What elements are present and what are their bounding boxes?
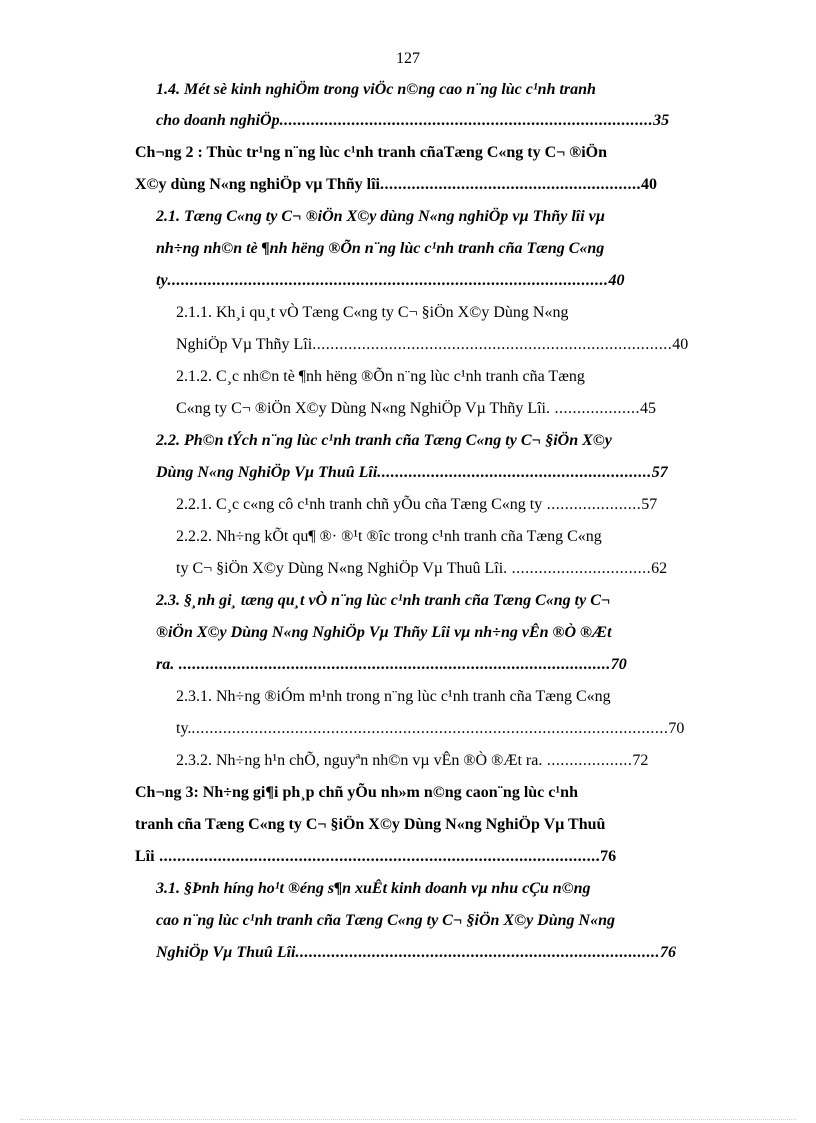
toc-entry-text: 2.3.2. Nh÷ng h¹n chÕ, nguyªn nh©n vµ vÊn ®Ò ®Æt ra. [176, 752, 543, 769]
toc-entry-text: nh÷ng nh©n tè ¶nh hëng ®Õn n¨ng lùc c¹nh tranh cña Tæng C«ng [156, 240, 605, 257]
toc-line [135, 138, 607, 168]
toc-line [156, 106, 669, 136]
toc-entry-text: Ch¬ng 3: Nh÷ng gi¶i ph¸p chñ yÕu nh»m n©ng caon¨ng lùc c¹nh [135, 784, 578, 801]
page-number: 127 [396, 50, 420, 67]
toc-entry-text: C«ng ty C¬ ®iÖn X©y Dùng N«ng NghiÖp Vµ Thñy Lîi. [176, 400, 550, 417]
toc-entry-text: 2.1. Tæng C«ng ty C¬ ®iÖn X©y dùng N«ng nghiÖp vµ Thñy lîi vµ [156, 208, 605, 225]
toc-entry-text: X©y dùng N«ng nghiÖp vµ Thñy lîi [135, 176, 380, 193]
toc-line [176, 682, 611, 712]
toc-entry-text: cho doanh nghiÖp [156, 112, 280, 129]
toc-entry-text: ra. [156, 656, 175, 673]
toc-line [156, 266, 625, 296]
toc-entry-text: NghiÖp Vµ Thuû Lîi [156, 944, 296, 961]
toc-leader-dots: ................................................................................ [312, 336, 673, 353]
toc-page-number: 62 [651, 560, 668, 577]
toc-line [176, 362, 585, 392]
toc-leader-dots: .......................................................................................................... [191, 720, 669, 737]
toc-entry-text: Lîi [135, 848, 155, 865]
toc-entry-text: 2.2.2. Nh÷ng kÕt qu¶ ®· ®¹t ®îc trong c¹nh tranh cña Tæng C«ng [176, 528, 602, 545]
toc-line [176, 746, 648, 776]
toc-line [135, 170, 657, 200]
toc-line [176, 394, 656, 424]
toc-leader-dots: ................................................................................... [279, 112, 654, 129]
toc-entry-text: 2.2.1. C¸c c«ng cô c¹nh tranh chñ yÕu cña Tæng C«ng ty [176, 496, 543, 513]
toc-entry-text: 2.2. Ph©n tÝch n¨ng lùc c¹nh tranh cña Tæng C«ng ty C¬ §iÖn X©y [156, 432, 612, 449]
toc-line [156, 75, 596, 105]
toc-page-number: 57 [651, 464, 668, 481]
toc-line [156, 426, 612, 456]
toc-line [156, 234, 604, 264]
toc-line [156, 618, 612, 648]
toc-entry-text: 2.1.1. Kh¸i qu¸t vÒ Tæng C«ng ty C¬ §iÖn X©y Dùng N«ng [176, 304, 569, 321]
toc-entry-text: 2.3.1. Nh÷ng ®iÓm m¹nh trong n¨ng lùc c¹nh tranh cña Tæng C«ng [176, 688, 611, 705]
toc-line [176, 330, 688, 360]
toc-line [135, 778, 578, 808]
toc-line [135, 810, 605, 840]
toc-entry-text: 2.1.2. C¸c nh©n tè ¶nh hëng ®Õn n¨ng lùc c¹nh tranh cña Tæng [176, 368, 585, 385]
toc-page-number: 35 [653, 112, 670, 129]
toc-page-number: 76 [600, 848, 617, 865]
toc-entry-text: ®iÖn X©y Dùng N«ng NghiÖp Vµ Thñy Lîi vµ nh÷ng vÊn ®Ò ®Æt [156, 624, 612, 641]
toc-entry-text: cao n¨ng lùc c¹nh tranh cña Tæng C«ng ty C¬ §iÖn X©y Dùng N«ng [156, 912, 615, 929]
toc-line [176, 554, 667, 584]
toc-page-number: 57 [641, 496, 658, 513]
toc-entry-text: NghiÖp Vµ Thñy Lîi [176, 336, 313, 353]
toc-line [176, 714, 684, 744]
toc-line [156, 202, 605, 232]
toc-entry-text: 2.3. §¸nh gi¸ tæng qu¸t vÒ n¨ng lùc c¹nh tranh cña Tæng C«ng ty C¬ [156, 592, 611, 609]
toc-page-number: 40 [640, 176, 657, 193]
toc-leader-dots: .......................................................... [379, 176, 641, 193]
toc-line [156, 458, 668, 488]
toc-leader-dots: ................... [549, 400, 640, 417]
toc-line [176, 490, 657, 520]
toc-entry-text: Dùng N«ng NghiÖp Vµ Thuû Lîi [156, 464, 378, 481]
toc-line [156, 874, 591, 904]
toc-page-number: 70 [610, 656, 627, 673]
toc-page-number: 40 [608, 272, 625, 289]
toc-leader-dots: .................................................................................................. [167, 272, 609, 289]
toc-entry-text: ty [156, 272, 168, 289]
toc-line [156, 650, 627, 680]
toc-leader-dots: ................... [542, 752, 633, 769]
toc-entry-text: ty. [176, 720, 192, 737]
toc-leader-dots: ................................................................................. [295, 944, 660, 961]
toc-page-number: 40 [672, 336, 689, 353]
toc-leader-dots: ............................................................. [377, 464, 652, 481]
toc-line [135, 842, 616, 872]
toc-entry-text: 1.4. Mét sè kinh nghiÖm trong viÖc n©ng cao n¨ng lùc c¹nh tranh [156, 81, 596, 98]
toc-page-number: 72 [632, 752, 649, 769]
toc-line [156, 938, 676, 968]
toc-line [156, 906, 615, 936]
toc-leader-dots: ............................... [507, 560, 652, 577]
toc-leader-dots: ................................................................................................ [174, 656, 611, 673]
toc-page-number: 70 [668, 720, 685, 737]
toc-entry-text: tranh cña Tæng C«ng ty C¬ §iÖn X©y Dùng N«ng NghiÖp Vµ Thuû [135, 816, 606, 833]
toc-line [156, 586, 611, 616]
toc-line [176, 522, 602, 552]
toc-line [176, 298, 568, 328]
toc-page-number: 76 [659, 944, 676, 961]
toc-page-number: 45 [639, 400, 656, 417]
toc-entry-text: Ch¬ng 2 : Thùc tr¹ng n¨ng lùc c¹nh tranh cñaTæng C«ng ty C¬ ®iÖn [135, 144, 608, 161]
toc-entry-text: 3.1. §Þnh híng ho¹t ®éng s¶n xuÊt kinh doanh vµ nhu cÇu n©ng [156, 880, 591, 897]
toc-leader-dots: .................................................................................................. [154, 848, 601, 865]
toc-leader-dots: ..................... [542, 496, 642, 513]
page-bottom-divider [20, 1119, 796, 1120]
toc-entry-text: ty C¬ §iÖn X©y Dùng N«ng NghiÖp Vµ Thuû Lîi. [176, 560, 508, 577]
